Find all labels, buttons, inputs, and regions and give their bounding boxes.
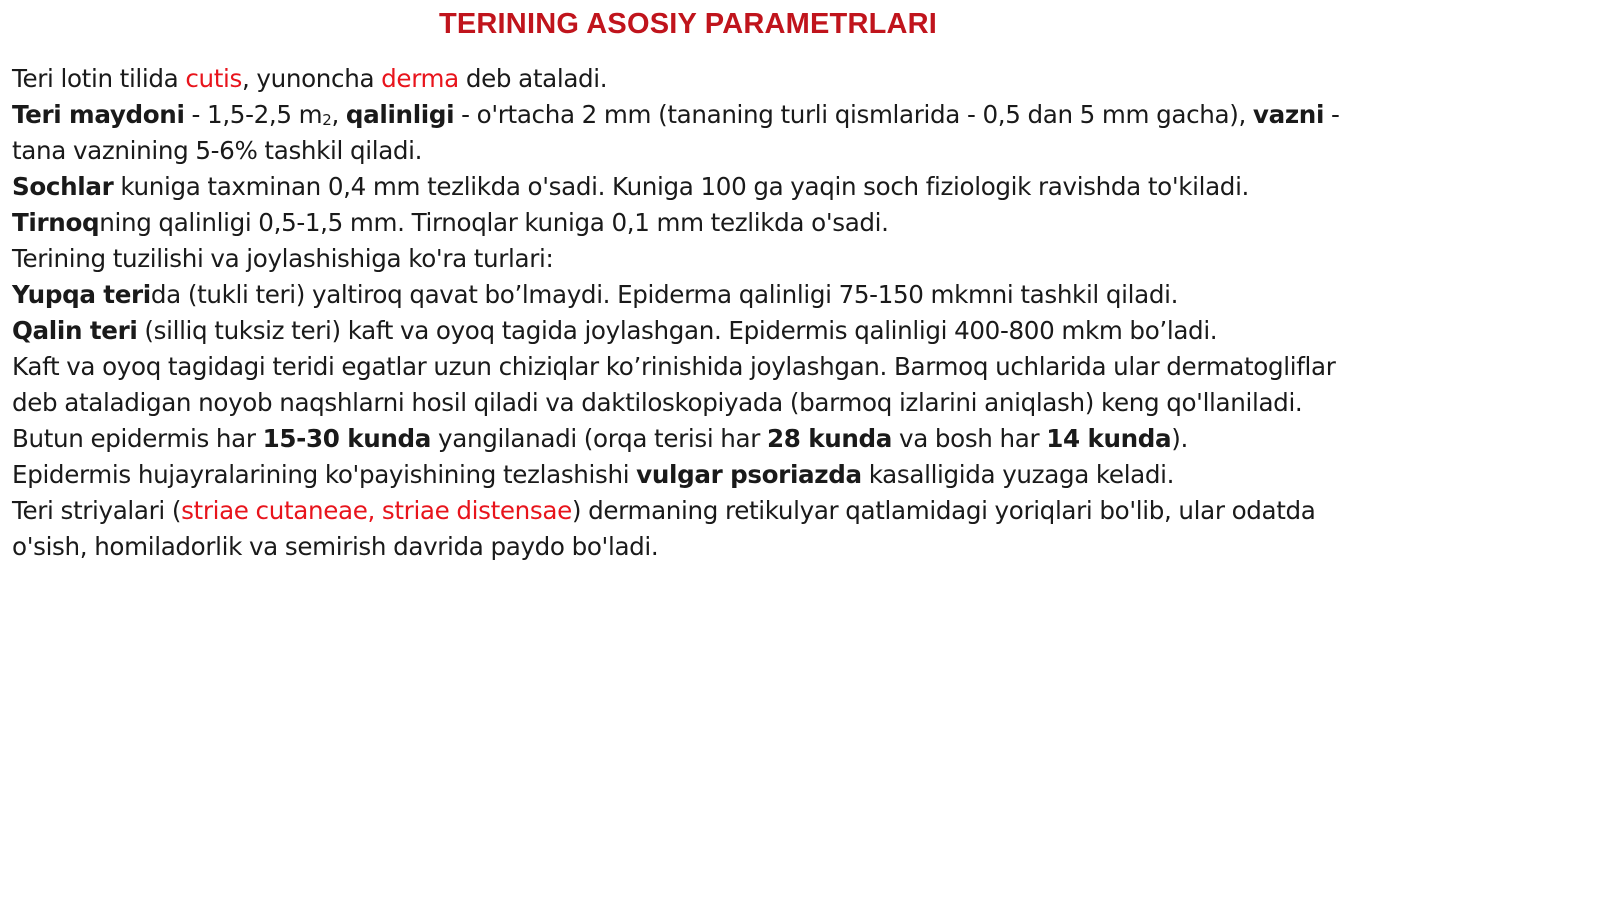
bold-term: Qalin teri xyxy=(12,316,138,345)
highlighted-term: derma xyxy=(381,64,459,93)
text-line xyxy=(12,457,1588,493)
bold-term: Teri maydoni xyxy=(12,100,185,129)
text-run: va bosh har xyxy=(892,424,1047,453)
slide-title: TERINING ASOSIY PARAMETRLARI xyxy=(438,8,938,40)
bold-term: vazni xyxy=(1252,100,1325,129)
text-run: Epidermis hujayralarining ko'payishining tezlashishi xyxy=(12,460,637,489)
text-run: Teri striyalari ( xyxy=(12,496,182,525)
text-line xyxy=(12,133,1588,169)
text-run: Butun epidermis har xyxy=(12,424,263,453)
text-run: (silliq tuksiz teri) kaft va oyoq tagida joylashgan. Epidermis qalinligi 400-800 mkm bo’ladi. xyxy=(137,316,1218,345)
text-run: o'sish, homiladorlik va semirish davrida paydo bo'ladi. xyxy=(12,532,659,561)
highlighted-term: striae cutaneae, striae distensae xyxy=(181,496,572,525)
text-run: tana vaznining 5-6% tashkil qiladi. xyxy=(12,136,423,165)
text-run: Terining tuzilishi va joylashishiga ko'ra turlari: xyxy=(12,244,554,273)
text-run: ning qalinligi 0,5-1,5 mm. Tirnoqlar kuniga 0,1 mm tezlikda o'sadi. xyxy=(99,208,889,237)
text-line xyxy=(12,349,1588,385)
bold-term: 15-30 kunda xyxy=(262,424,432,453)
text-run: - o'rtacha 2 mm (tananing turli qismlarida - 0,5 dan 5 mm gacha), xyxy=(454,100,1253,129)
text-run: ). xyxy=(1171,424,1188,453)
text-run: yangilanadi (orqa terisi har xyxy=(431,424,767,453)
highlighted-term: cutis xyxy=(185,64,242,93)
text-line xyxy=(12,277,1588,313)
text-line xyxy=(12,61,1588,97)
text-run: deb ataladi. xyxy=(458,64,608,93)
text-line xyxy=(12,493,1588,529)
text-line xyxy=(12,169,1588,205)
text-run: kuniga taxminan 0,4 mm tezlikda o'sadi. Kuniga 100 ga yaqin soch fiziologik ravishda to'kiladi. xyxy=(113,172,1250,201)
bold-term: 14 kunda xyxy=(1046,424,1172,453)
text-run: , yunoncha xyxy=(242,64,382,93)
bold-term: Sochlar xyxy=(12,172,114,201)
bold-term: qalinligi xyxy=(345,100,455,129)
text-line xyxy=(12,529,1588,565)
text-line xyxy=(12,313,1588,349)
bold-term: vulgar psoriazda xyxy=(636,460,862,489)
text-run: da (tukli teri) yaltiroq qavat bo’lmaydi. Epiderma qalinligi 75-150 mkmni tashkil qiladi. xyxy=(150,280,1179,309)
text-line xyxy=(12,385,1588,421)
bold-term: Yupqa teri xyxy=(12,280,151,309)
text-line xyxy=(12,241,1588,277)
text-line xyxy=(12,97,1588,133)
text-line xyxy=(12,421,1588,457)
slide-body-text xyxy=(12,61,1588,565)
text-run: deb ataladigan noyob naqshlarni hosil qiladi va daktiloskopiyada (barmoq izlarini aniqlash) keng qo'llaniladi. xyxy=(12,388,1303,417)
bold-term: Tirnoq xyxy=(12,208,100,237)
text-run: ) dermaning retikulyar qatlamidagi yoriqlari bo'lib, ular odatda xyxy=(571,496,1316,525)
text-run: kasalligida yuzaga keladi. xyxy=(861,460,1175,489)
text-run: Kaft va oyoq tagidagi teridi egatlar uzun chiziqlar ko’rinishida joylashgan. Barmoq uchlarida ular dermatogliflar xyxy=(12,352,1336,381)
text-run: , xyxy=(331,100,346,129)
text-run: - 1,5-2,5 m xyxy=(184,100,323,129)
bold-term: 28 kunda xyxy=(766,424,893,453)
text-run: - xyxy=(1324,100,1340,129)
text-line xyxy=(12,205,1588,241)
superscript-unit: 2 xyxy=(322,111,332,129)
text-run: Teri lotin tilida xyxy=(12,64,186,93)
